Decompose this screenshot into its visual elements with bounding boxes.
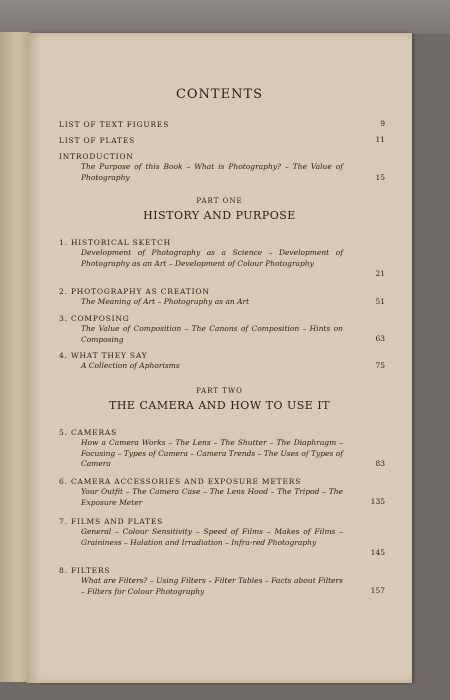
toc-chapter-3 (59, 313, 385, 345)
toc-page-number: 157 (370, 586, 385, 595)
chapter-heading: 7. FILMS AND PLATES (59, 517, 164, 526)
toc-chapter-7 (59, 516, 385, 557)
toc-page-number: 63 (375, 334, 385, 343)
background-surface (0, 0, 450, 34)
toc-entry-list-of-text-figures (59, 119, 385, 130)
chapter-subtopics: A Collection of Aphorisms (81, 361, 180, 370)
toc-page-number: 83 (375, 459, 385, 468)
toc-page-number: 51 (375, 297, 385, 306)
toc-entry-introduction (59, 151, 385, 183)
toc-page-number: 21 (375, 269, 385, 278)
chapter-subtopics: Development of Photography as a Science – Development of Photography as an Art – Development of Colour Photography (81, 248, 343, 268)
toc-entry-label: LIST OF PLATES (59, 136, 136, 145)
part-two-title: THE CAMERA AND HOW TO USE IT (109, 399, 330, 412)
toc-chapter-4 (59, 350, 385, 372)
chapter-subtopics: How a Camera Works – The Lens – The Shutter – The Diaphragm – Focusing – Types of Camera – Camera Trends – The Uses of Types of Camera (81, 438, 343, 468)
contents-page (27, 33, 412, 683)
toc-page-number: 135 (370, 497, 385, 506)
toc-page-number: 9 (380, 119, 385, 128)
chapter-subtopics: General – Colour Sensitivity – Speed of Films – Makes of Films – Graininess – Halation and Irradiation – Infra-red Photography (81, 527, 343, 547)
toc-chapter-6 (59, 476, 385, 508)
chapter-heading: 2. PHOTOGRAPHY AS CREATION (59, 287, 210, 296)
part-one-label: PART ONE (196, 197, 243, 205)
toc-entry-label: LIST OF TEXT FIGURES (59, 120, 170, 129)
toc-entry-list-of-plates (59, 135, 385, 146)
toc-page-number: 15 (375, 173, 385, 182)
chapter-subtopics: The Value of Composition – The Canons of Composition – Hints on Composing (81, 324, 343, 344)
chapter-subtopics: What are Filters? – Using Filters – Filter Tables – Facts about Filters – Filters for Colour Photography (81, 576, 343, 596)
chapter-heading: 5. CAMERAS (59, 428, 118, 437)
toc-entry-label: INTRODUCTION (59, 152, 134, 161)
toc-page-number: 75 (375, 361, 385, 370)
toc-chapter-5 (59, 427, 385, 470)
chapter-heading: 4. WHAT THEY SAY (59, 351, 148, 360)
page-title: CONTENTS (175, 87, 264, 102)
chapter-heading: 6. CAMERA ACCESSORIES AND EXPOSURE METERS (59, 477, 302, 486)
chapter-heading: 3. COMPOSING (59, 314, 130, 323)
toc-page-number: 145 (370, 548, 385, 557)
chapter-heading: 8. FILTERS (59, 566, 111, 575)
previous-page-edge (0, 32, 30, 682)
toc-chapter-1 (59, 237, 385, 278)
toc-page-number: 11 (375, 135, 385, 144)
chapter-subtopics: The Meaning of Art – Photography as an Art (81, 297, 250, 306)
chapter-heading: 1. HISTORICAL SKETCH (59, 238, 171, 247)
toc-chapter-8 (59, 565, 385, 597)
chapter-subtopics: Your Outfit – The Camera Case – The Lens Hood – The Tripod – The Exposure Meter (81, 487, 343, 507)
toc-chapter-2 (59, 286, 385, 308)
part-two-label: PART TWO (196, 387, 243, 395)
part-one-title: HISTORY AND PURPOSE (143, 209, 296, 222)
toc-entry-subtopics: The Purpose of this Book – What is Photography? – The Value of Photography (81, 162, 343, 182)
